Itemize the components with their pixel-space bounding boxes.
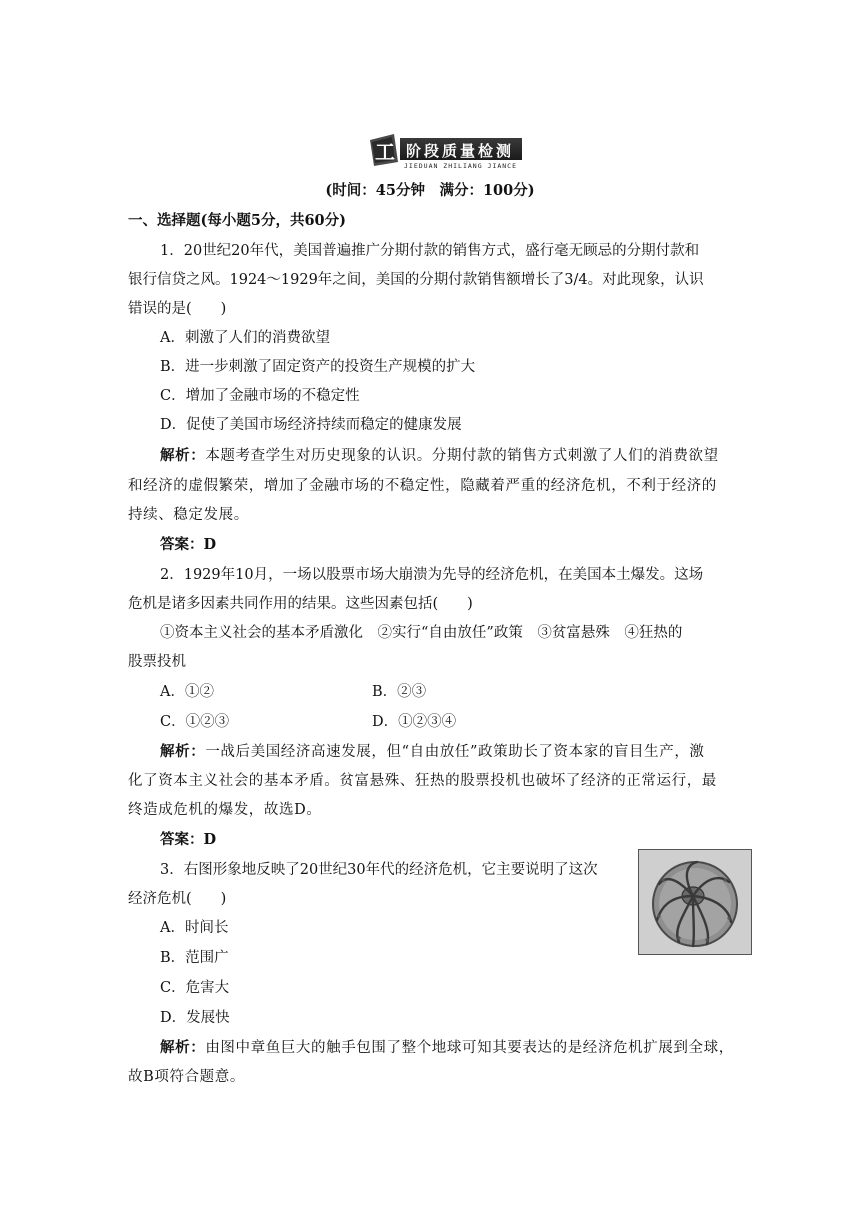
q1-analysis-line2: 和经济的虚假繁荣，增加了金融市场的不稳定性，隐藏着严重的经济危机，不利于经济的 <box>128 478 717 494</box>
q2-answer: 答案：D <box>160 831 217 848</box>
q1-option-d: D．促使了美国市场经济持续而稳定的健康发展 <box>160 417 462 433</box>
octopus-globe-image <box>638 849 752 955</box>
q1-stem-line3: 错误的是( ) <box>128 301 227 317</box>
q2-analysis-text: 一战后美国经济高速发展，但“自由放任”政策助长了资本家的盲目生产，激 <box>205 744 705 760</box>
q1-stem-line1: 1．20世纪20年代，美国普遍推广分期付款的销售方式，盛行毫无顾忌的分期付款和 <box>160 243 700 259</box>
q1-answer: 答案：D <box>160 536 217 553</box>
q1-analysis-line3: 持续、稳定发展。 <box>128 507 249 523</box>
q3-option-a: A．时间长 <box>160 920 229 936</box>
q3-stem-line1: 3．右图形象地反映了20世纪30年代的经济危机，它主要说明了这次 <box>160 862 598 878</box>
section-badge <box>366 130 526 170</box>
q3-analysis-line2: 故B项符合题意。 <box>128 1069 245 1085</box>
q1-analysis-text: 本题考查学生对历史现象的认识。分期付款的销售方式刺激了人们的消费欲望 <box>205 448 719 464</box>
q1-analysis-label: 解析： <box>160 447 206 464</box>
q2-option-c: C．①②③ <box>160 714 230 730</box>
q3-analysis-text: 由图中章鱼巨大的触手包围了整个地球可知其要表达的是经济危机扩展到全球， <box>205 1040 734 1056</box>
q2-analysis-line1 <box>160 742 770 762</box>
exam-info: (时间：45分钟 满分：100分) <box>325 182 535 199</box>
q3-analysis-label: 解析： <box>160 1039 206 1056</box>
q2-option-d: D．①②③④ <box>372 714 457 730</box>
q2-option-a: A．①② <box>160 684 214 700</box>
octopus-globe-illustration <box>639 850 751 954</box>
q2-items-line2: 股票投机 <box>128 654 186 670</box>
q1-option-b: B．进一步刺激了固定资产的投资生产规模的扩大 <box>160 359 476 375</box>
q2-analysis-line2: 化了资本主义社会的基本矛盾。贫富悬殊、狂热的股票投机也破坏了经济的正常运行，最 <box>128 773 717 789</box>
q3-option-c: C．危害大 <box>160 980 230 996</box>
q3-analysis-line1 <box>160 1038 770 1058</box>
q3-stem-line2: 经济危机( ) <box>128 891 227 907</box>
q2-stem-line1: 2．1929年10月，一场以股票市场大崩溃为先导的经济危机，在美国本土爆发。这场 <box>160 567 704 583</box>
svg-text:工: 工 <box>375 140 395 164</box>
q1-analysis-line1 <box>160 446 770 466</box>
q3-option-d: D．发展快 <box>160 1010 230 1026</box>
section-title: 一、选择题(每小题5分，共60分) <box>128 212 346 229</box>
badge-title: 阶段质量检测 <box>406 142 515 160</box>
q2-option-b: B．②③ <box>372 684 427 700</box>
q1-stem-line2: 银行信贷之风。1924～1929年之间，美国的分期付款销售额增长了3/4。对此现象，认识 <box>128 272 704 288</box>
q1-option-c: C．增加了金融市场的不稳定性 <box>160 388 360 404</box>
q3-option-b: B．范围广 <box>160 950 229 966</box>
q2-stem-line2: 危机是诸多因素共同作用的结果。这些因素包括( ) <box>128 596 473 612</box>
q2-items-line1: ①资本主义社会的基本矛盾激化 ②实行“自由放任”政策 ③贫富悬殊 ④狂热的 <box>160 625 683 641</box>
badge-subtitle: JIEDUAN ZHILIANG JIANCE <box>404 162 518 170</box>
q2-analysis-label: 解析： <box>160 743 206 760</box>
q2-analysis-line3: 终造成危机的爆发，故选D。 <box>128 802 322 818</box>
logo-icon <box>366 132 400 168</box>
q1-option-a: A．刺激了人们的消费欲望 <box>160 330 330 346</box>
